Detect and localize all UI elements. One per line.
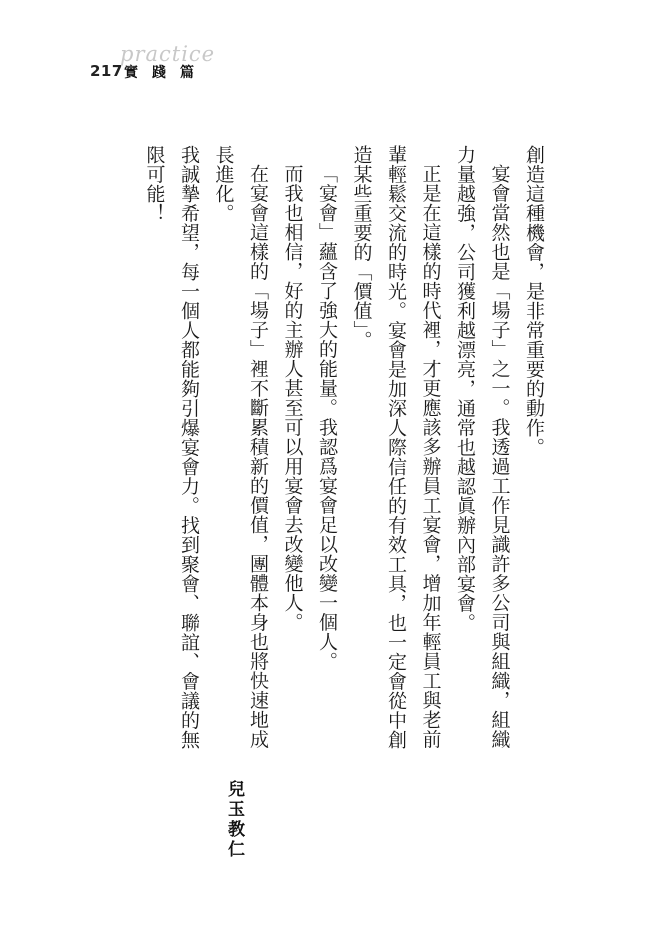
paragraph: 正是在這樣的時代裡，才更應該多辦員工宴會，增加年輕員工與老前輩輕鬆交流的時光。宴會是加深人際信任的有效工具，也一定會從中創造某些重要的「價值」。 bbox=[350, 145, 442, 750]
paragraph: 創造這種機會，是非常重要的動作。 bbox=[523, 145, 545, 457]
author-signature: 兒玉教仁 bbox=[224, 780, 244, 860]
page-header bbox=[90, 40, 270, 90]
body-text bbox=[137, 145, 551, 765]
practice-watermark: practice bbox=[120, 42, 216, 66]
paragraph: 在宴會這樣的「場子」裡不斷累積新的價值，團體本身也將快速地成長進化。 bbox=[212, 145, 269, 749]
paragraph: 而我也相信，好的主辦人甚至可以用宴會去改變他人。 bbox=[281, 164, 304, 632]
paragraph: 我誠摯希望，每一個人都能夠引爆宴會力。找到聚會、聯誼、會議的無限可能！ bbox=[143, 145, 200, 750]
paragraph: 宴會當然也是「場子」之一。我透過工作見識許多公司與組織，組織力量越強，公司獲利越漂亮，通常也越認眞辦內部宴會。 bbox=[454, 145, 511, 749]
paragraph: 「宴會」蘊含了強大的能量。我認爲宴會足以改變一個人。 bbox=[316, 164, 338, 671]
section-title: 實踐篇 bbox=[124, 65, 208, 81]
page-number: 217 bbox=[90, 62, 123, 80]
